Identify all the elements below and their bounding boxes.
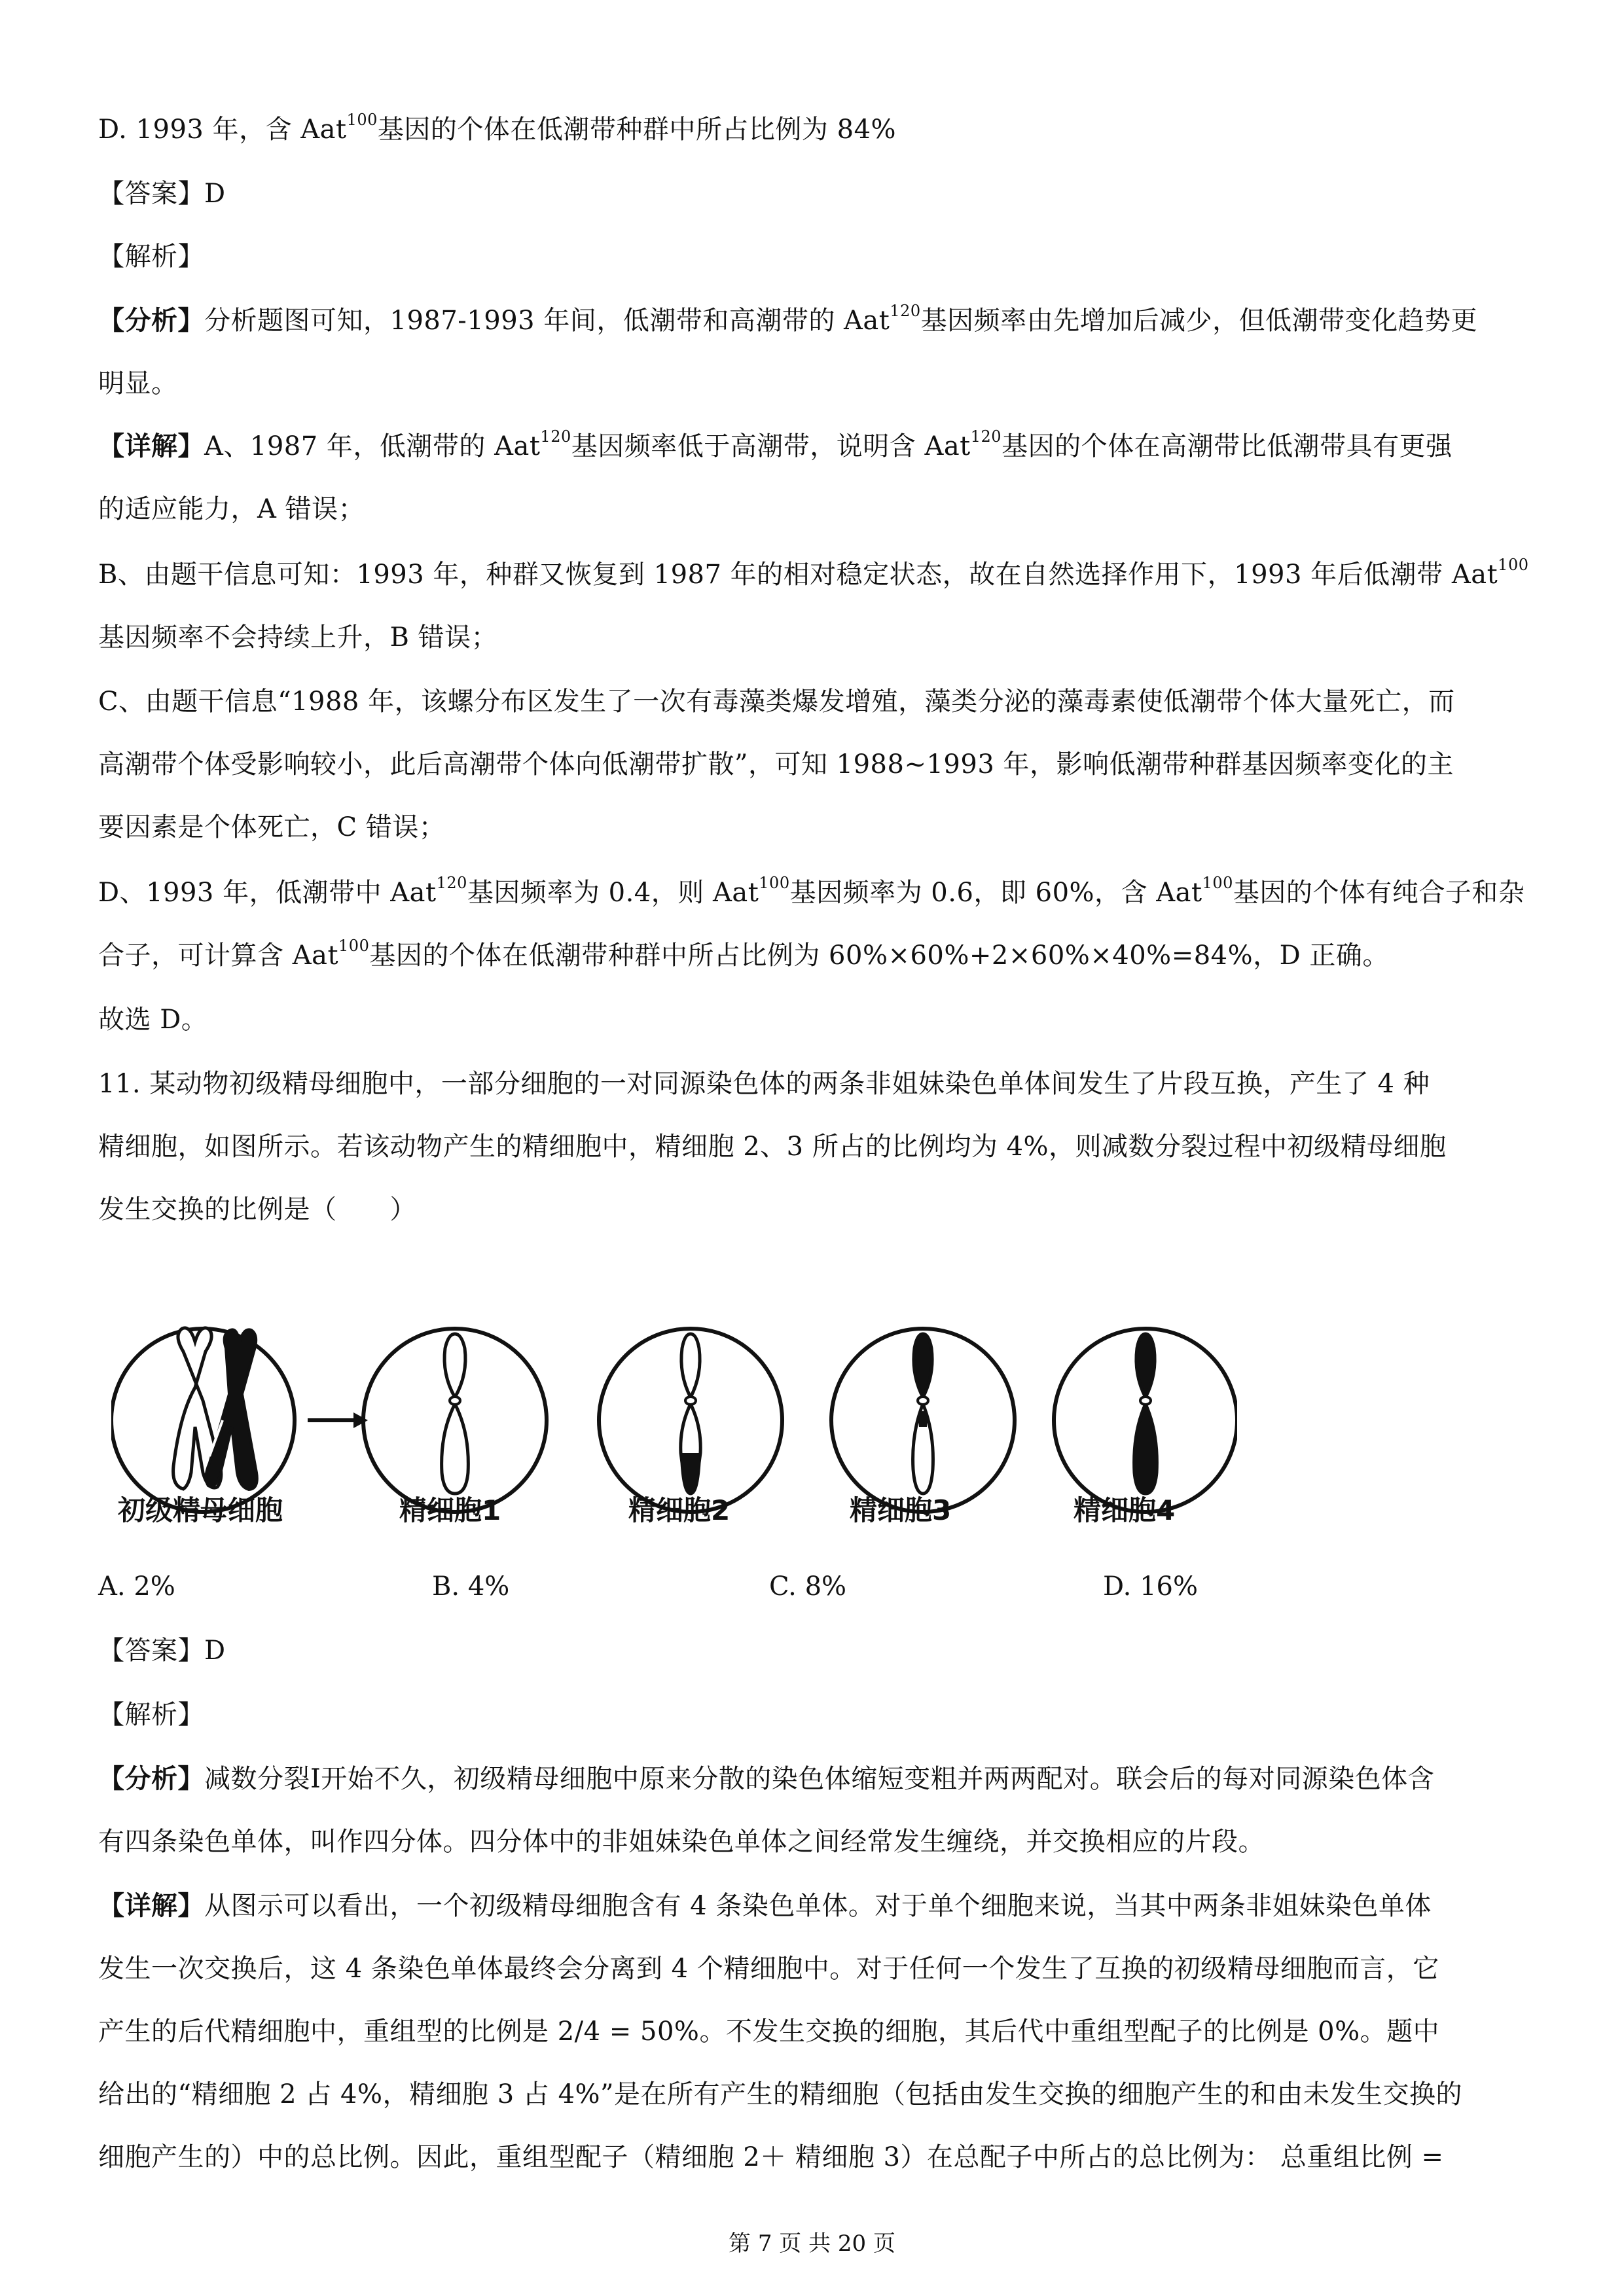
analysis-para-1-cont: 明显。 [98, 368, 178, 399]
detail-para-d-cont: 合子，可计算含 Aat$^{100}$基因的个体在低潮带种群中所占比例为 60%×60%+2×60%×40%=84%，D 正确。 [98, 937, 1389, 971]
detail-para-b-cont: 基因频率不会持续上升，B 错误； [98, 622, 498, 653]
caption-sperm-4: 精细胞4 [1074, 1494, 1176, 1526]
caption-sperm-2: 精细胞2 [628, 1494, 731, 1526]
detail-para-c: C、由题干信息“1988 年，该螺分布区发生了一次有毒藻类爆发增殖，藻类分泌的藻毒素使低潮带个体大量死亡，而 [98, 687, 1455, 717]
sperm-cell-1 [363, 1329, 547, 1512]
option-a: A. 2% [98, 1571, 175, 1602]
option-d: D. 16% [1103, 1571, 1198, 1602]
question-11: 11. 某动物初级精母细胞中，一部分细胞的一对同源染色体的两条非姐妹染色单体间发生了片段互换，产生了 4 种 [98, 1069, 1430, 1099]
page-footer: 第 7 页 共 20 页 [729, 2231, 895, 2257]
caption-primary-spermatocyte: 初级精母细胞 [118, 1494, 283, 1526]
question-11-2: 精细胞，如图所示。若该动物产生的精细胞中，精细胞 2、3 所占的比例均为 4%，则减数分裂过程中初级精母细胞 [98, 1132, 1447, 1162]
sperm-cell-2 [599, 1329, 782, 1512]
analysis-label: 【解析】 [98, 242, 204, 272]
answer-label-2: 【答案】D [98, 1636, 226, 1666]
arrow-icon [308, 1412, 368, 1428]
detail-para-2-c: 产生的后代精细胞中，重组型的比例是 2/4 = 50%。不发生交换的细胞，其后代中重组型配子的比例是 0%。题中 [98, 2017, 1440, 2047]
analysis-para-2: 【分析】减数分裂I开始不久，初级精母细胞中原来分散的染色体缩短变粗并两两配对。联会后的每对同源染色体含 [98, 1763, 1435, 1794]
detail-para-2-e: 细胞产生的）中的总比例。因此，重组型配子（精细胞 2＋ 精细胞 3）在总配子中所占的总比例为： 总重组比例 = [98, 2142, 1444, 2172]
primary-spermatocyte-cell [111, 1328, 295, 1512]
option-b: B. 4% [432, 1571, 510, 1602]
detail-para-a-cont: 的适应能力，A 错误； [98, 494, 365, 524]
detail-para-d: D、1993 年，低潮带中 Aat$^{120}$基因频率为 0.4，则 Aat$^{100}$基因频率为 0.6，即 60%，含 Aat$^{100}$基因的个体有纯合子和杂 [98, 874, 1525, 908]
answer-label: 【答案】D [98, 179, 226, 209]
detail-para-a: 【详解】A、1987 年，低潮带的 Aat$^{120}$基因频率低于高潮带，说明含 Aat$^{120}$基因的个体在高潮带比低潮带具有更强 [98, 427, 1453, 461]
detail-para-2-b: 发生一次交换后，这 4 条染色单体最终会分离到 4 个精细胞中。对于任何一个发生了互换的初级精母细胞而言，它 [98, 1954, 1439, 1984]
detail-para-c-2: 高潮带个体受影响较小，此后高潮带个体向低潮带扩散”，可知 1988~1993 年，影响低潮带种群基因频率变化的主 [98, 749, 1454, 780]
detail-para-c-3: 要因素是个体死亡，C 错误； [98, 812, 446, 842]
caption-sperm-3: 精细胞3 [850, 1494, 952, 1526]
sperm-cell-4 [1054, 1329, 1237, 1512]
analysis-para-1: 【分析】分析题图可知，1987-1993 年间，低潮带和高潮带的 Aat$^{120}$基因频率由先增加后减少，但低潮带变化趋势更 [98, 302, 1478, 336]
detail-para-2: 【详解】从图示可以看出，一个初级精母细胞含有 4 条染色单体。对于单个细胞来说，当其中两条非姐妹染色单体 [98, 1890, 1432, 1921]
sperm-cell-3 [831, 1329, 1015, 1512]
analysis-label-2: 【解析】 [98, 1700, 204, 1730]
detail-para-2-d: 给出的“精细胞 2 占 4%，精细胞 3 占 4%”是在所有产生的精细胞（包括由发生交换的细胞产生的和由未发生交换的 [98, 2079, 1462, 2109]
option-d-prev: D. 1993 年，含 Aat$^{100}$基因的个体在低潮带种群中所占比例为 84% [98, 111, 897, 145]
analysis-para-2-cont: 有四条染色单体，叫作四分体。四分体中的非姐妹染色单体之间经常发生缠绕，并交换相应的片段。 [98, 1827, 1265, 1857]
question-11-3: 发生交换的比例是（ ） [98, 1194, 416, 1225]
caption-sperm-1: 精细胞1 [399, 1494, 501, 1526]
option-c: C. 8% [769, 1571, 847, 1602]
conclusion: 故选 D。 [98, 1005, 208, 1035]
detail-para-b: B、由题干信息可知：1993 年，种群又恢复到 1987 年的相对稳定状态，故在自然选择作用下，1993 年后低潮带 Aat$^{100}$ [98, 556, 1529, 590]
